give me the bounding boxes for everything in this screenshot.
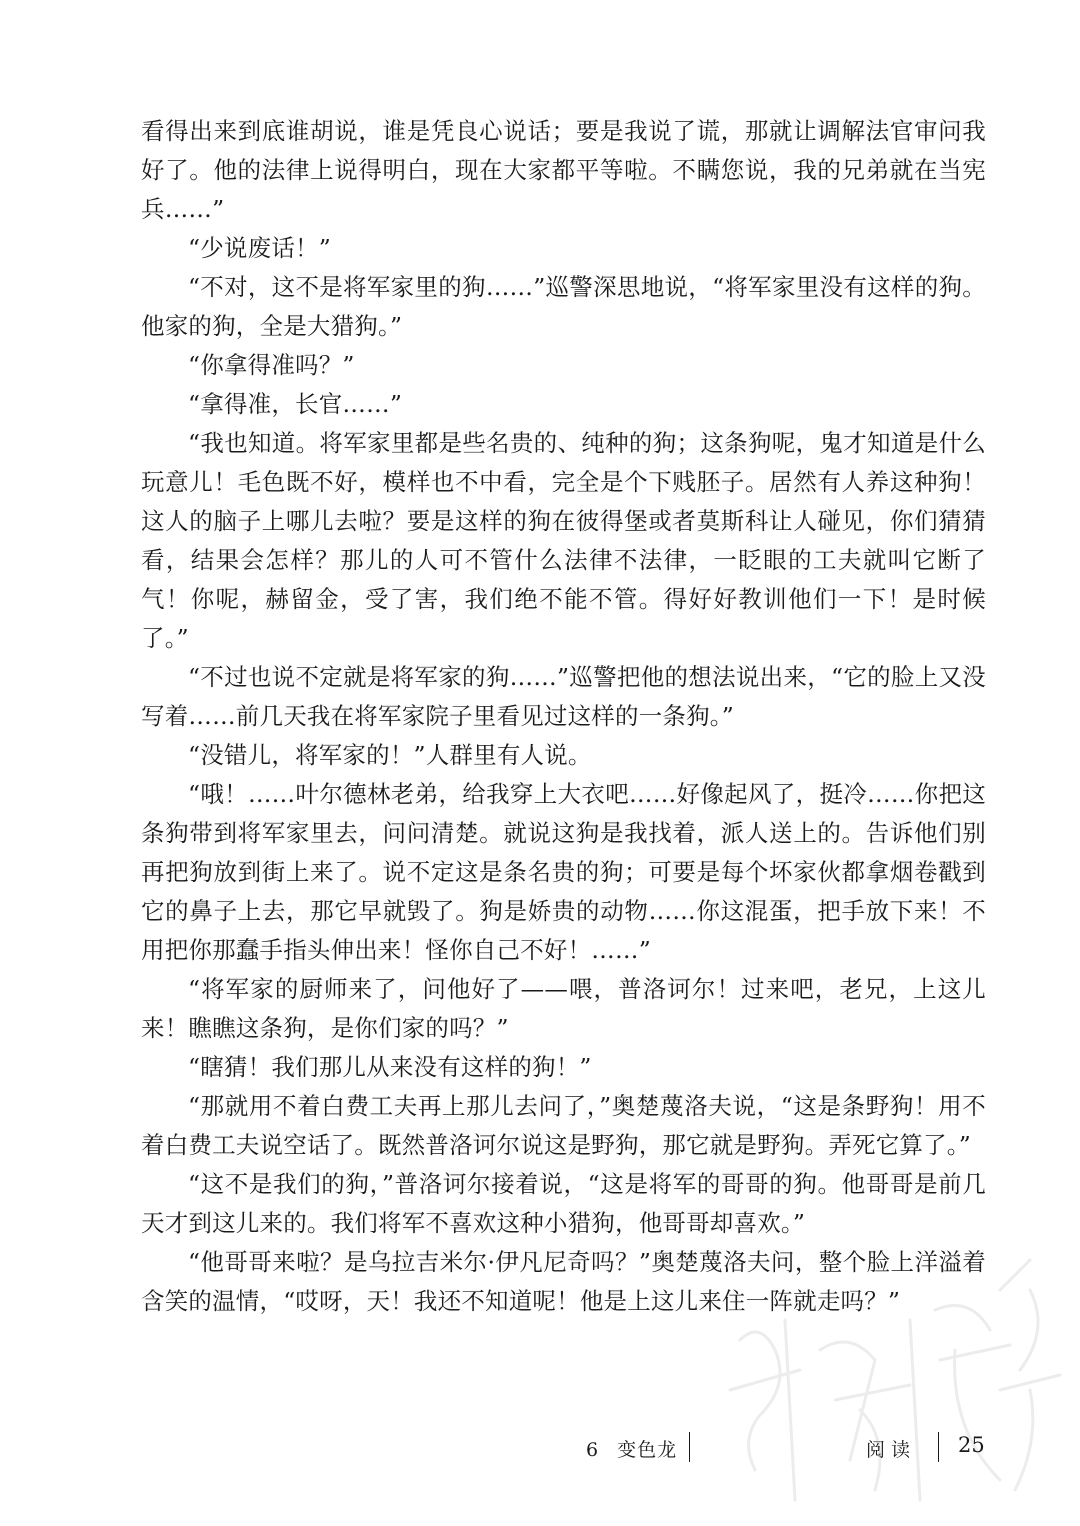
paragraph: “将军家的厨师来了，问他好了——喂，普洛诃尔！过来吧，老兄，上这儿来！瞧瞧这条狗，是你们家的吗？”: [141, 975, 986, 1042]
paragraph: “不对，这不是将军家里的狗……”巡警深思地说，“将军家里没有这样的狗。他家的狗，全是大猎狗。”: [141, 273, 986, 340]
paragraph: “那就用不着白费工夫再上那儿去问了，”奥楚蔑洛夫说，“这是条野狗！用不着白费工夫说空话了。既然普洛诃尔说这是野狗，那它就是野狗。弄死它算了。”: [141, 1092, 986, 1159]
page-number: 25: [958, 1433, 985, 1457]
paragraph: “不过也说不定就是将军家的狗……”巡警把他的想法说出来，“它的脸上又没写着……前几天我在将军家院子里看见过这样的一条狗。”: [141, 663, 986, 730]
paragraph: “拿得准，长官……”: [188, 390, 403, 418]
paragraph: “哦！……叶尔德林老弟，给我穿上大衣吧……好像起风了，挺冷……你把这条狗带到将军家里去，问问清楚。就说这狗是我找着，派人送上的。告诉他们别再把狗放到街上来了。说不定这是条名贵的狗；可要是每个坏家伙都拿烟卷戳到它的鼻子上去，那它早就毁了。狗是娇贵的动物……你这混蛋，把手放下来！不用把你那蠢手指头伸出来！怪你自己不好！……”: [141, 780, 986, 964]
footer-divider: [689, 1432, 690, 1462]
paragraph: 看得出来到底谁胡说，谁是凭良心说话；要是我说了谎，那就让调解法官审问我好了。他的法律上说得明白，现在大家都平等啦。不瞒您说，我的兄弟就在当宪兵……”: [141, 117, 986, 223]
page-footer: [0, 1430, 1080, 1470]
paragraph: “他哥哥来啦？是乌拉吉米尔·伊凡尼奇吗？”奥楚蔑洛夫问，整个脸上洋溢着含笑的温情，“哎呀，天！我还不知道呢！他是上这儿来住一阵就走吗？”: [141, 1248, 986, 1315]
paragraph: “少说废话！”: [188, 234, 331, 262]
paragraph: “瞎猜！我们那儿从来没有这样的狗！”: [188, 1053, 592, 1081]
chapter-number: 6: [586, 1439, 600, 1461]
paragraph: “我也知道。将军家里都是些名贵的、纯种的狗；这条狗呢，鬼才知道是什么玩意儿！毛色既不好，模样也不中看，完全是个下贱胚子。居然有人养这种狗！这人的脑子上哪儿去啦？要是这样的狗在彼得堡或者莫斯科让人碰见，你们猜猜看，结果会怎样？那儿的人可不管什么法律不法律，一眨眼的工夫就叫它断了气！你呢，赫留金，受了害，我们绝不能不管。得好好教训他们一下！是时候了。”: [141, 429, 986, 652]
paragraph: “没错儿，将军家的！”人群里有人说。: [188, 741, 592, 769]
running-head-chapter: [586, 1435, 677, 1462]
chapter-title: 变色龙: [617, 1439, 678, 1461]
paragraph: “这不是我们的狗，”普洛诃尔接着说，“这是将军的哥哥的狗。他哥哥是前几天才到这儿来的。我们将军不喜欢这种小猎狗，他哥哥却喜欢。”: [141, 1170, 986, 1237]
section-label: 阅读: [866, 1439, 917, 1461]
paragraph: “你拿得准吗？”: [188, 351, 355, 379]
body-text: [141, 112, 986, 1321]
footer-divider: [938, 1432, 939, 1462]
